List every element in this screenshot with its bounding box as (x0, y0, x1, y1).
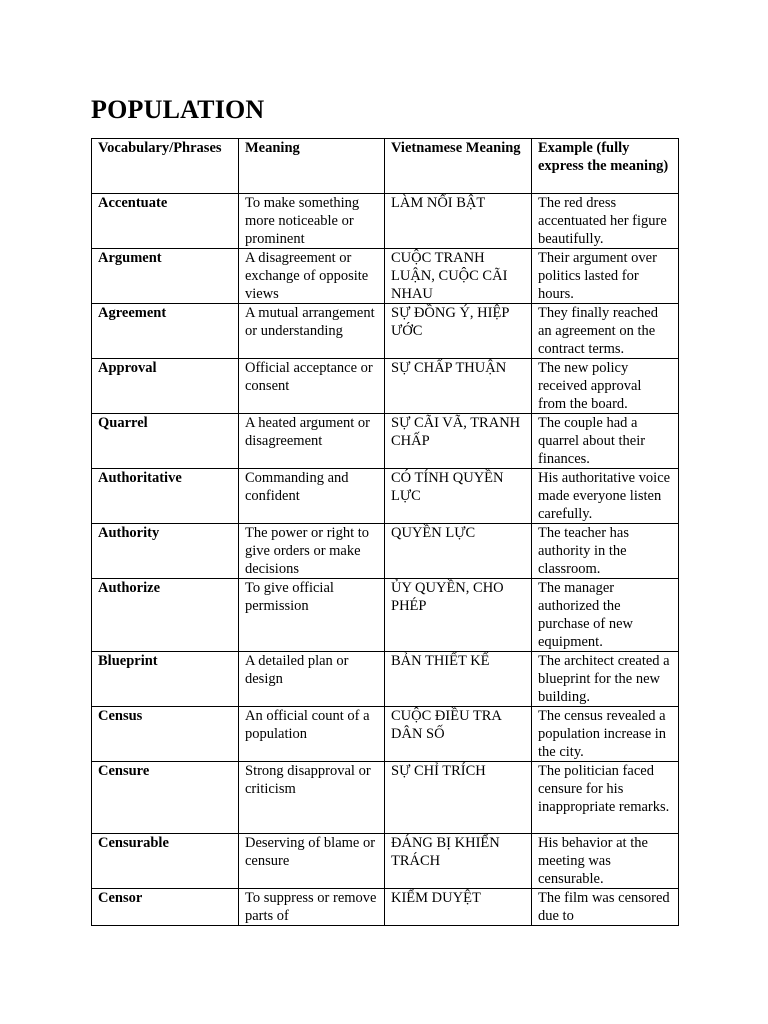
vocabulary-term: Authoritative (92, 469, 239, 524)
vietnamese-meaning-cell: ĐÁNG BỊ KHIỂN TRÁCH (385, 834, 532, 889)
vietnamese-meaning-cell: SỰ CHỈ TRÍCH (385, 762, 532, 834)
vocabulary-term: Census (92, 707, 239, 762)
header-meaning: Meaning (239, 139, 385, 194)
meaning-cell: A mutual arrangement or understanding (239, 304, 385, 359)
table-row (92, 414, 679, 469)
vietnamese-meaning-cell: LÀM NỔI BẬT (385, 194, 532, 249)
example-cell: The census revealed a population increase in the city. (532, 707, 679, 762)
meaning-cell: Commanding and confident (239, 469, 385, 524)
meaning-cell: The power or right to give orders or make decisions (239, 524, 385, 579)
meaning-cell: Deserving of blame or censure (239, 834, 385, 889)
example-cell: Their argument over politics lasted for hours. (532, 249, 679, 304)
vietnamese-meaning-cell: SỰ CÃI VÃ, TRANH CHẤP (385, 414, 532, 469)
example-cell: The new policy received approval from the board. (532, 359, 679, 414)
table-body (92, 194, 679, 926)
vietnamese-meaning-cell: BẢN THIẾT KẾ (385, 652, 532, 707)
vocabulary-term: Blueprint (92, 652, 239, 707)
vocabulary-term: Quarrel (92, 414, 239, 469)
table-row (92, 249, 679, 304)
example-cell: The politician faced censure for his inappropriate remarks. (532, 762, 679, 834)
example-cell: The teacher has authority in the classroom. (532, 524, 679, 579)
table-row (92, 707, 679, 762)
table-row (92, 304, 679, 359)
meaning-cell: To make something more noticeable or prominent (239, 194, 385, 249)
table-row (92, 889, 679, 926)
example-cell: They finally reached an agreement on the contract terms. (532, 304, 679, 359)
vietnamese-meaning-cell: SỰ ĐỒNG Ý, HIỆP ƯỚC (385, 304, 532, 359)
vocabulary-term: Approval (92, 359, 239, 414)
header-vietnamese-meaning: Vietnamese Meaning (385, 139, 532, 194)
vietnamese-meaning-cell: CUỘC TRANH LUẬN, CUỘC CÃI NHAU (385, 249, 532, 304)
vocabulary-table (91, 138, 679, 926)
example-cell: His behavior at the meeting was censurable. (532, 834, 679, 889)
header-example: Example (fully express the meaning) (532, 139, 679, 194)
example-cell: The architect created a blueprint for the new building. (532, 652, 679, 707)
table-row (92, 579, 679, 652)
vocabulary-term: Authority (92, 524, 239, 579)
vocabulary-term: Censurable (92, 834, 239, 889)
vocabulary-term: Censor (92, 889, 239, 926)
vietnamese-meaning-cell: SỰ CHẤP THUẬN (385, 359, 532, 414)
meaning-cell: A detailed plan or design (239, 652, 385, 707)
example-cell: The film was censored due to (532, 889, 679, 926)
vocabulary-term: Authorize (92, 579, 239, 652)
header-vocabulary: Vocabulary/Phrases (92, 139, 239, 194)
meaning-cell: A disagreement or exchange of opposite views (239, 249, 385, 304)
meaning-cell: A heated argument or disagreement (239, 414, 385, 469)
vietnamese-meaning-cell: KIỂM DUYỆT (385, 889, 532, 926)
table-row (92, 762, 679, 834)
table-row (92, 469, 679, 524)
meaning-cell: To suppress or remove parts of (239, 889, 385, 926)
example-cell: His authoritative voice made everyone listen carefully. (532, 469, 679, 524)
meaning-cell: Strong disapproval or criticism (239, 762, 385, 834)
example-cell: The manager authorized the purchase of new equipment. (532, 579, 679, 652)
vocabulary-term: Censure (92, 762, 239, 834)
table-row (92, 194, 679, 249)
vietnamese-meaning-cell: ỦY QUYỀN, CHO PHÉP (385, 579, 532, 652)
meaning-cell: An official count of a population (239, 707, 385, 762)
vocabulary-term: Accentuate (92, 194, 239, 249)
document-page (91, 92, 678, 926)
vietnamese-meaning-cell: CUỘC ĐIỀU TRA DÂN SỐ (385, 707, 532, 762)
example-cell: The couple had a quarrel about their finances. (532, 414, 679, 469)
vocabulary-term: Argument (92, 249, 239, 304)
table-row (92, 524, 679, 579)
meaning-cell: Official acceptance or consent (239, 359, 385, 414)
vocabulary-term: Agreement (92, 304, 239, 359)
table-row (92, 834, 679, 889)
table-row (92, 359, 679, 414)
page-title: POPULATION (91, 95, 265, 124)
table-header-row (92, 139, 679, 194)
vietnamese-meaning-cell: CÓ TÍNH QUYỀN LỰC (385, 469, 532, 524)
vietnamese-meaning-cell: QUYỀN LỰC (385, 524, 532, 579)
meaning-cell: To give official permission (239, 579, 385, 652)
example-cell: The red dress accentuated her figure beautifully. (532, 194, 679, 249)
table-row (92, 652, 679, 707)
